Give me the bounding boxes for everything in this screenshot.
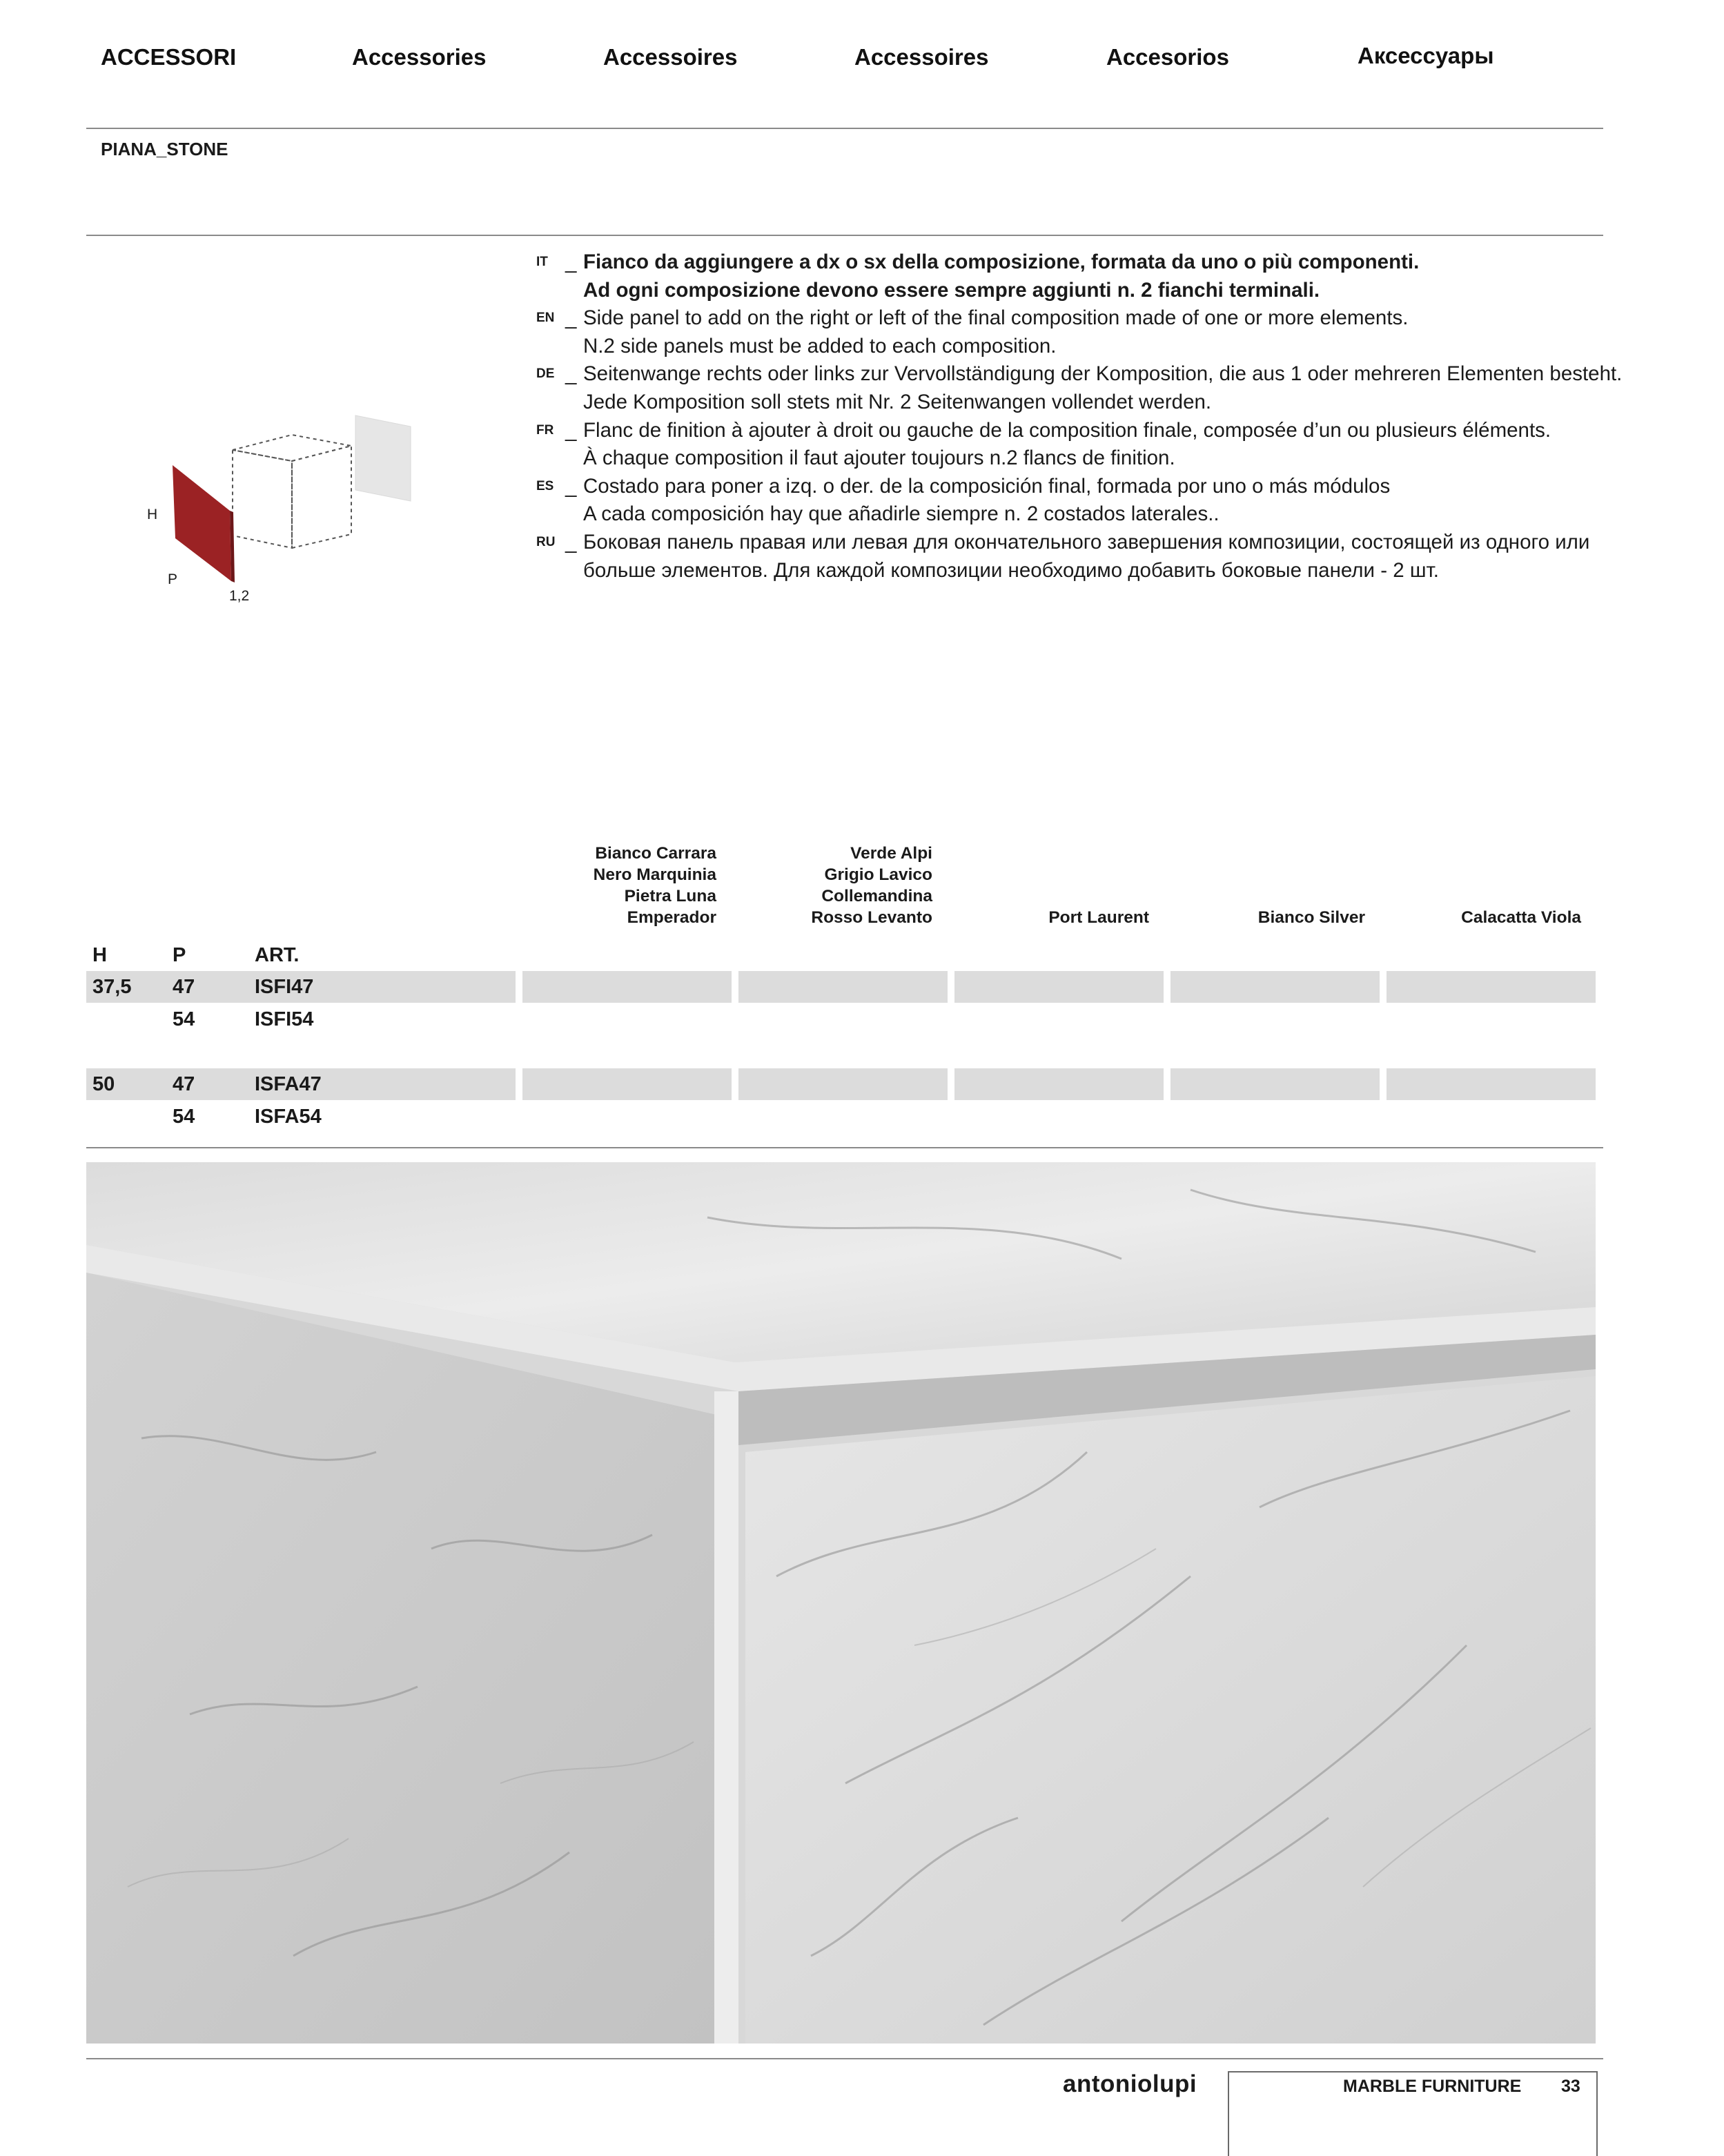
material-header-col1 (594, 843, 716, 928)
dash-sep: _ (565, 418, 577, 442)
dash-sep: _ (565, 530, 577, 553)
description-es-cont (536, 500, 1613, 529)
dash-sep: _ (565, 474, 577, 498)
header-label-es: Accesorios (1106, 44, 1229, 70)
lang-code: ES (536, 478, 554, 493)
dash-sep: _ (565, 306, 577, 330)
row-shade-cell (1387, 971, 1596, 1003)
side-panel-diagram (138, 407, 428, 614)
description-line: Costado para poner a izq. o der. de la composición final, formada por uno o más módulos (583, 474, 1391, 498)
description-fr-cont (536, 444, 1613, 473)
cell-p: 54 (173, 1106, 195, 1128)
material-header-col5 (1461, 907, 1581, 928)
marble-cabinet-illustration (86, 1162, 1596, 2044)
description-line: Fianco da aggiungere a dx o sx della composizione, formata da uno o più componenti. (583, 251, 1420, 273)
footer-divider (86, 2058, 1603, 2059)
lang-code: FR (536, 422, 554, 438)
cell-art: ISFA47 (255, 1073, 322, 1095)
cell-art: ISFA54 (255, 1106, 322, 1128)
product-photo (86, 1162, 1596, 2044)
description-en-cont (536, 333, 1613, 361)
side-panel-shape (173, 465, 231, 581)
brand-logo: antoniolupi (1063, 2070, 1197, 2097)
cell-h: 50 (92, 1073, 115, 1095)
row-shade-cell (522, 971, 732, 1003)
row-shade-cell (738, 971, 948, 1003)
diagram-label-p: P (168, 571, 178, 587)
header-label-en: Accessories (352, 44, 487, 70)
header-label-fr: Accessoires (854, 44, 989, 70)
lang-code: RU (536, 534, 556, 549)
catalog-title: MARBLE FURNITURE (1343, 2077, 1522, 2096)
header-label-ru: Аксессуары (1358, 43, 1494, 68)
row-shade-cell (954, 1068, 1164, 1100)
table-header-art: ART. (255, 944, 300, 966)
row-shade-cell (1170, 971, 1380, 1003)
row-shade-cell (954, 971, 1164, 1003)
cell-p: 54 (173, 1008, 195, 1030)
material-header-col2 (811, 843, 932, 928)
cell-p: 47 (173, 1073, 195, 1095)
material-header-col4 (1258, 907, 1365, 928)
description-en (536, 304, 1613, 333)
material-name: Port Laurent (1048, 908, 1149, 927)
material-name: Bianco Silver (1257, 908, 1365, 927)
product-code: PIANA_STONE (101, 139, 228, 159)
diagram-label-thickness: 1,2 (229, 588, 250, 604)
table-header-h: H (92, 944, 107, 966)
description-ru-cont (536, 557, 1613, 585)
description-de-cont (536, 389, 1613, 417)
description-line: À chaque composition il faut ajouter toujours n.2 flancs de finition. (583, 447, 1175, 470)
material-name: Pietra Luna (624, 887, 716, 905)
material-header-col3 (1048, 907, 1149, 928)
cell-art: ISFI47 (255, 976, 314, 998)
section-divider (86, 235, 1603, 236)
marble-drawer-face (745, 1376, 1596, 2044)
material-name: Collemandina (821, 887, 932, 905)
header-divider (86, 128, 1603, 129)
marble-left-face (86, 1273, 735, 2044)
row-shade-cell (1170, 1068, 1380, 1100)
description-line: Боковая панель правая или левая для окончательного завершения композиции, состоящей из одного или (583, 530, 1590, 553)
description-line: больше элементов. Для каждой композиции необходимо добавить боковые панели - 2 шт. (583, 558, 1439, 582)
description-de (536, 360, 1623, 389)
material-name: Nero Marquinia (593, 865, 716, 884)
opposite-panel-shape (355, 415, 411, 501)
description-line: N.2 side panels must be added to each composition. (583, 334, 1057, 357)
table-header-p: P (173, 944, 186, 966)
multilingual-description (536, 248, 1623, 585)
lang-code: IT (536, 255, 548, 269)
header-label-it: ACCESSORI (101, 44, 237, 70)
description-es (536, 473, 1613, 501)
header-label-de: Accessoires (603, 44, 738, 70)
cell-p: 47 (173, 976, 195, 998)
description-ru (536, 529, 1613, 557)
material-name: Emperador (627, 908, 716, 927)
row-shade-cell (1387, 1068, 1596, 1100)
material-name: Rosso Levanto (811, 908, 932, 927)
cell-h: 37,5 (92, 976, 132, 998)
diagram-svg (138, 407, 428, 614)
description-fr (536, 417, 1613, 445)
lang-code: DE (536, 366, 555, 382)
table-bottom-divider (86, 1147, 1603, 1148)
material-name: Verde Alpi (850, 844, 932, 863)
description-it-cont (536, 277, 1613, 305)
material-name: Grigio Lavico (824, 865, 932, 884)
description-line: Side panel to add on the right or left of the final composition made of one or more elements. (583, 306, 1409, 330)
lang-code: EN (536, 311, 555, 326)
row-shade-cell (522, 1068, 732, 1100)
dash-sep: _ (565, 251, 577, 273)
material-name: Bianco Carrara (595, 844, 716, 863)
material-name: Calacatta Viola (1461, 908, 1581, 927)
row-shade-cell (738, 1068, 948, 1100)
description-line: Seitenwange rechts oder links zur Vervollständigung der Komposition, die aus 1 oder mehreren Elementen besteht. (583, 362, 1623, 386)
description-line: A cada composición hay que añadirle siempre n. 2 costados laterales.. (583, 502, 1219, 526)
page-number: 33 (1561, 2077, 1580, 2096)
diagram-label-h: H (147, 507, 158, 522)
description-it (536, 248, 1613, 277)
marble-side-panel-edge (714, 1391, 738, 2044)
description-line: Jede Komposition soll stets mit Nr. 2 Seitenwangen vollendet werden. (583, 390, 1212, 413)
description-line: Flanc de finition à ajouter à droit ou gauche de la composition finale, composée d’un ou plusieurs éléments. (583, 418, 1551, 442)
description-line: Ad ogni composizione devono essere sempre aggiunti n. 2 fianchi terminali. (583, 278, 1320, 302)
cell-art: ISFI54 (255, 1008, 314, 1030)
dash-sep: _ (565, 362, 577, 386)
cabinet-outline (233, 435, 351, 548)
